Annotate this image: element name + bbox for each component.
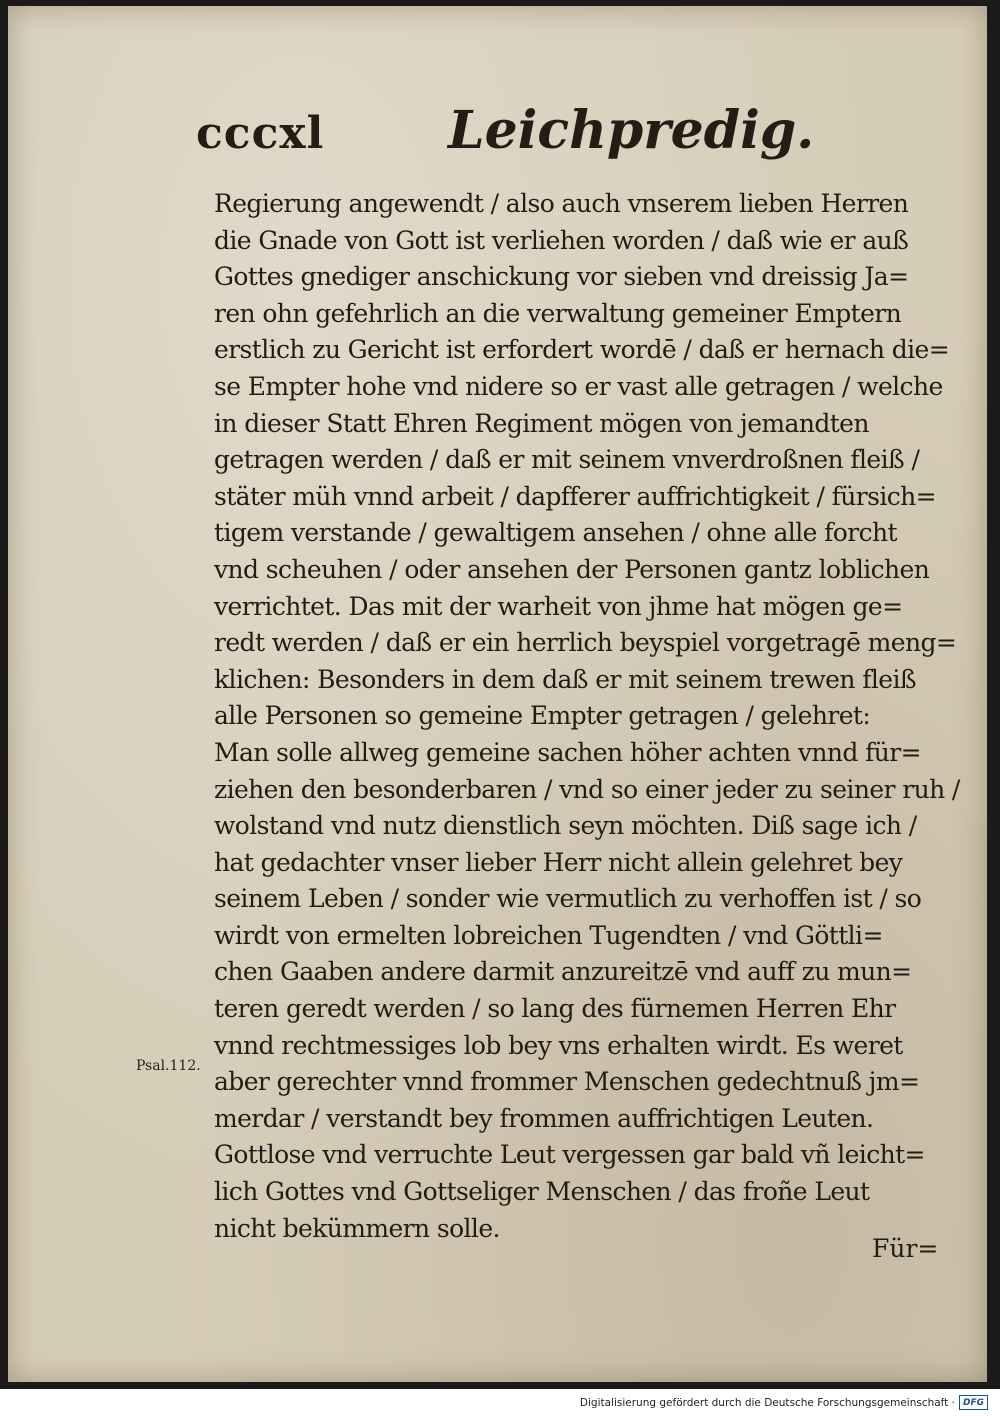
digitization-footer (0, 1389, 1000, 1416)
text-line: vnnd rechtmessiges lob bey vns erhalten wirdt. Es weret (214, 1030, 903, 1060)
text-line: wolstand vnd nutz dienstlich seyn möchten. Diß sage ich / (214, 811, 917, 841)
text-line: stäter müh vnnd arbeit / dapfferer auffrichtigkeit / fürsich= (214, 481, 937, 511)
body-text (214, 186, 960, 1247)
text-line: Gottes gnediger anschickung vor sieben vnd dreissig Ja= (214, 262, 909, 292)
marginal-note: Psal.112. (136, 1058, 201, 1074)
text-line: aber gerechter vnnd frommer Menschen gedechtnuß jm= (214, 1067, 920, 1097)
text-line: lich Gottes vnd Gottseliger Menschen / das froñe Leut (214, 1177, 870, 1207)
text-line: se Empter hohe vnd nidere so er vast alle getragen / welche (214, 371, 943, 401)
dfg-logo-icon: DFG (959, 1395, 988, 1410)
text-line: in dieser Statt Ehren Regiment mögen von jemandten (214, 408, 869, 438)
text-line: verrichtet. Das mit der warheit von jhme hat mögen ge= (214, 591, 903, 621)
text-line: ren ohn gefehrlich an die verwaltung gemeiner Emptern (214, 298, 902, 328)
text-line: nicht bekümmern solle. (214, 1213, 500, 1243)
text-line: vnd scheuhen / oder ansehen der Personen gantz loblichen (214, 554, 930, 584)
book-page (8, 6, 987, 1382)
text-line: Man solle allweg gemeine sachen höher achten vnnd für= (214, 737, 921, 767)
text-line: erstlich zu Gericht ist erfordert wordē / daß er hernach die= (214, 335, 950, 365)
text-line: merdar / verstandt bey frommen auffrichtigen Leuten. (214, 1103, 874, 1133)
text-line: wirdt von ermelten lobreichen Tugendten / vnd Göttli= (214, 920, 883, 950)
text-line: seinem Leben / sonder wie vermutlich zu verhoffen ist / so (214, 884, 922, 914)
text-line: die Gnade von Gott ist verliehen worden / daß wie er auß (214, 225, 909, 255)
text-line: tigem verstande / gewaltigem ansehen / ohne alle forcht (214, 518, 897, 548)
text-line: ziehen den besonderbaren / vnd so einer jeder zu seiner ruh / (214, 774, 960, 804)
footer-credit: Digitalisierung gefördert durch die Deutsche Forschungsgemeinschaft · (579, 1396, 955, 1409)
catchword: Für= (872, 1234, 939, 1263)
text-line: getragen werden / daß er mit seinem vnverdroßnen fleiß / (214, 445, 920, 475)
text-line: Gottlose vnd verruchte Leut vergessen gar bald vñ leicht= (214, 1140, 925, 1170)
text-line: teren geredt werden / so lang des fürnemen Herren Ehr (214, 994, 896, 1024)
text-line: alle Personen so gemeine Empter getragen / gelehret: (214, 701, 871, 731)
text-line: redt werden / daß er ein herrlich beyspiel vorgetragē meng= (214, 628, 957, 658)
folio-number: cccxl (196, 108, 325, 159)
text-line: chen Gaaben andere darmit anzureitzē vnd auff zu mun= (214, 957, 912, 987)
text-line: klichen: Besonders in dem daß er mit seinem trewen fleiß (214, 664, 916, 694)
running-head: Leichpredig. (448, 100, 815, 161)
text-line: hat gedachter vnser lieber Herr nicht allein gelehret bey (214, 847, 903, 877)
text-line: Regierung angewendt / also auch vnserem lieben Herren (214, 189, 909, 218)
